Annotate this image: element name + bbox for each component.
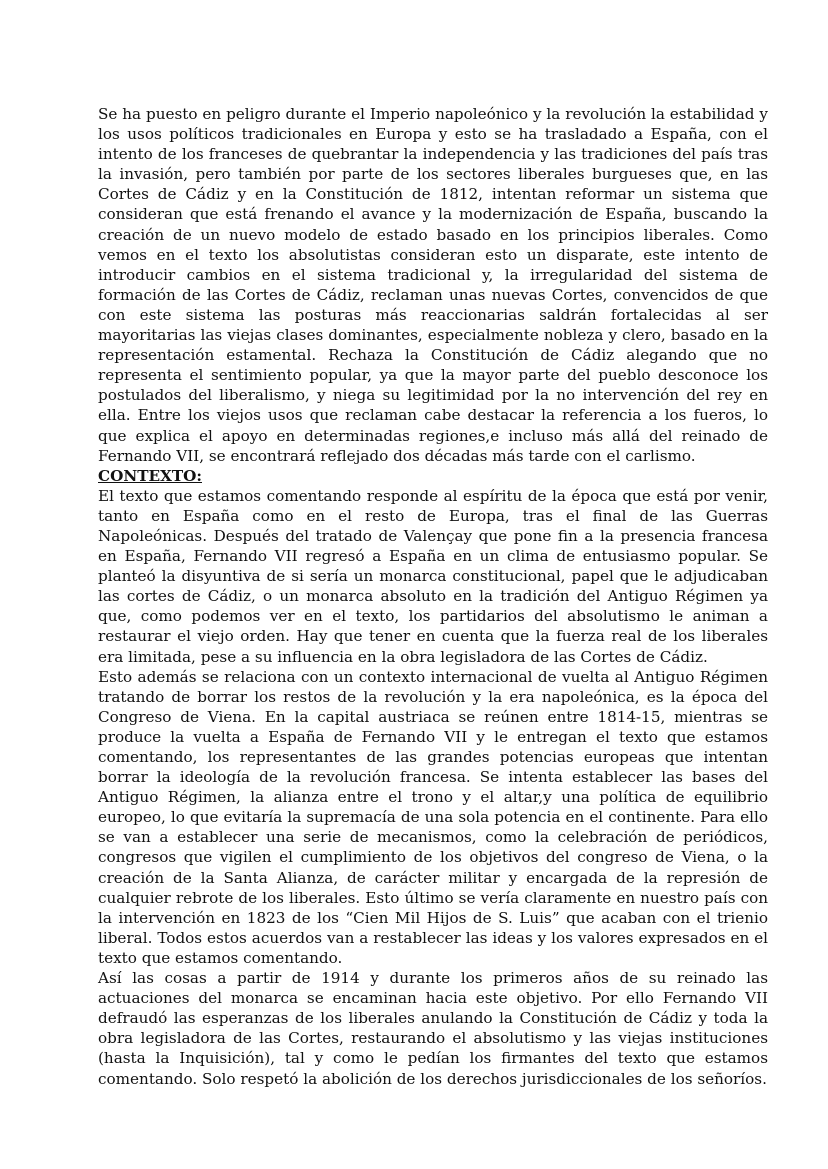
- document-page: [98, 104, 768, 1089]
- paragraph-intro: Se ha puesto en peligro durante el Imperio napoleónico y la revolución la estabilidad y los usos políticos tradicionales en Europa y esto se ha trasladado a España, con el intento de los franceses de quebrantar la independencia y las tradiciones del país tras la invasión, pero también por parte de los sectores liberales burgueses que, en las Cortes de Cádiz y en la Constitución de 1812, intentan reformar un sistema que consideran que está frenando el avance y la modernización de España, buscando la creación de un nuevo modelo de estado basado en los principios liberales. Como vemos en el texto los absolutistas consideran esto un disparate, este intento de introducir cambios en el sistema tradicional y, la irregularidad del sistema de formación de las Cortes de Cádiz, reclaman unas nuevas Cortes, convencidos de que con este sistema las posturas más reaccionarias saldrán fortalecidas al ser mayoritarias las viejas clases dominantes, especialmente nobleza y clero, basado en la representación estamental. Rechaza la Constitución de Cádiz alegando que no representa el sentimiento popular, ya que la mayor parte del pueblo desconoce los postulados del liberalismo, y niega su legitimidad por la no intervención del rey en ella. Entre los viejos usos que reclaman cabe destacar la referencia a los fueros, lo que explica el apoyo en determinadas regiones,e incluso más allá del reinado de Fernando VII, se encontrará reflejado dos décadas más tarde con el carlismo.: [98, 105, 768, 465]
- section-heading-contexto: CONTEXTO:: [98, 466, 202, 485]
- paragraph-monarch-actions: Así las cosas a partir de 1914 y durante los primeros años de su reinado las actuaciones del monarca se encaminan hacia este objetivo. Por ello Fernando VII defraudó las esperanzas de los liberales anulando la Constitución de Cádiz y toda la obra legisladora de las Cortes, restaurando el absolutismo y las viejas instituciones (hasta la Inquisición), tal y como le pedían los firmantes del texto que estamos comentando. Solo respetó la abolición de los derechos jurisdiccionales de los señoríos.: [98, 969, 768, 1088]
- paragraph-context-international: Esto además se relaciona con un contexto internacional de vuelta al Antiguo Régimen tratando de borrar los restos de la revolución y la era napoleónica, es la época del Congreso de Viena. En la capital austriaca se reúnen entre 1814-15, mientras se produce la vuelta a España de Fernando VII y le entregan el texto que estamos comentando, los representantes de las grandes potencias europeas que intentan borrar la ideología de la revolución francesa. Se intenta establecer las bases del Antiguo Régimen, la alianza entre el trono y el altar,y una política de equilibrio europeo, lo que evitaría la supremacía de una sola potencia en el continente. Para ello se van a establecer una serie de mecanismos, como la celebración de periódicos, congresos que vigilen el cumplimiento de los objetivos del congreso de Viena, o la creación de la Santa Alianza, de carácter militar y encargada de la represión de cualquier rebrote de los liberales. Esto último se vería claramente en nuestro país con la intervención en 1823 de los “Cien Mil Hijos de S. Luis” que acaban con el trienio liberal. Todos estos acuerdos van a restablecer las ideas y los valores expresados en el texto que estamos comentando.: [98, 667, 768, 967]
- paragraph-context-spain: El texto que estamos comentando responde al espíritu de la época que está por venir, tanto en España como en el resto de Europa, tras el final de las Guerras Napoleónicas. Después del tratado de Valençay que pone fin a la presencia francesa en España, Fernando VII regresó a España en un clima de entusiasmo popular. Se planteó la disyuntiva de si sería un monarca constitucional, papel que le adjudicaban las cortes de Cádiz, o un monarca absoluto en la tradición del Antiguo Régimen ya que, como podemos ver en el texto, los partidarios del absolutismo le animan a restaurar el viejo orden. Hay que tener en cuenta que la fuerza real de los liberales era limitada, pese a su influencia en la obra legisladora de las Cortes de Cádiz.: [98, 486, 768, 666]
